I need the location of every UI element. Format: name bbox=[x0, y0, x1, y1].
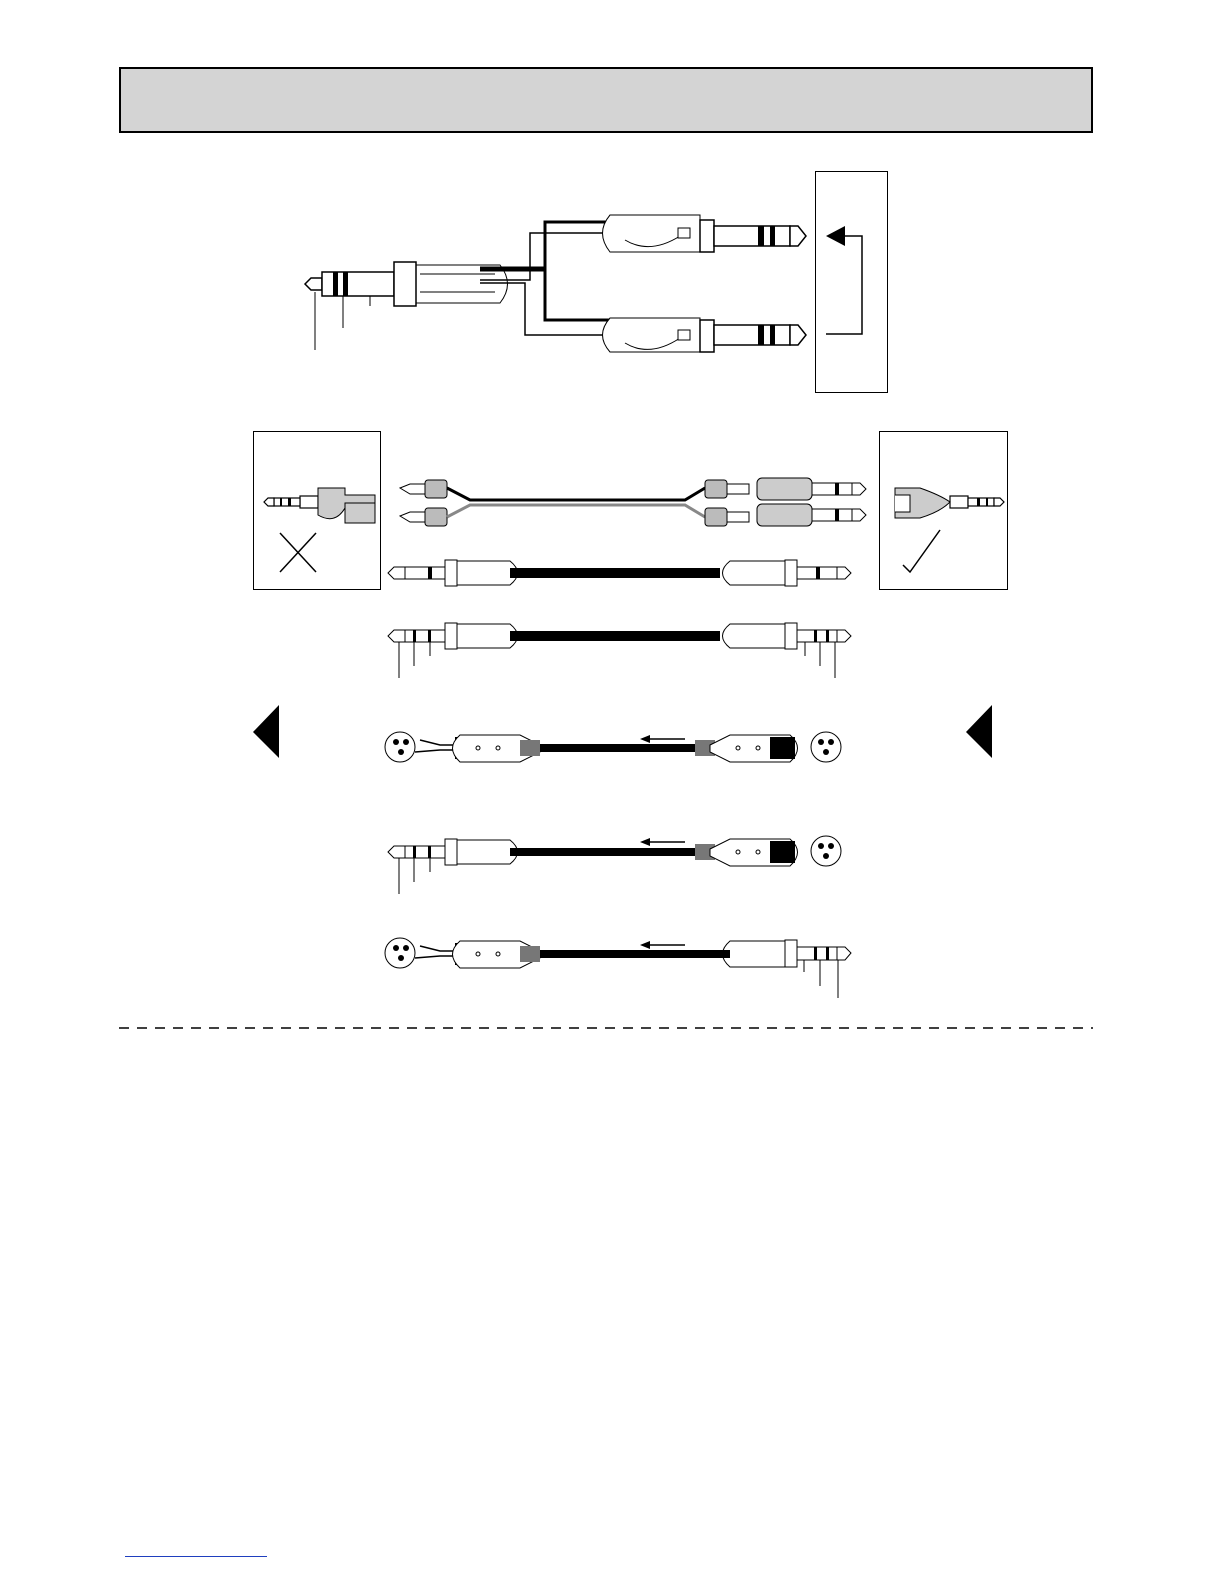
jack-xlr-cable bbox=[388, 836, 841, 894]
xlr-jack-cable bbox=[385, 938, 851, 998]
triangle-left-icon bbox=[826, 226, 845, 246]
triangle-left-icon bbox=[253, 705, 279, 758]
rca-dual-cable bbox=[400, 478, 866, 526]
right-adapter bbox=[895, 488, 1004, 572]
xlr-xlr-cable bbox=[385, 732, 841, 762]
mono-jack-cable bbox=[388, 560, 851, 586]
triangle-left-icon bbox=[966, 705, 992, 758]
y-cable-diagram bbox=[305, 215, 862, 352]
stereo-jack-cable bbox=[388, 623, 851, 678]
footer-link-underline[interactable] bbox=[125, 1556, 267, 1557]
wrong-adapter bbox=[264, 488, 375, 572]
